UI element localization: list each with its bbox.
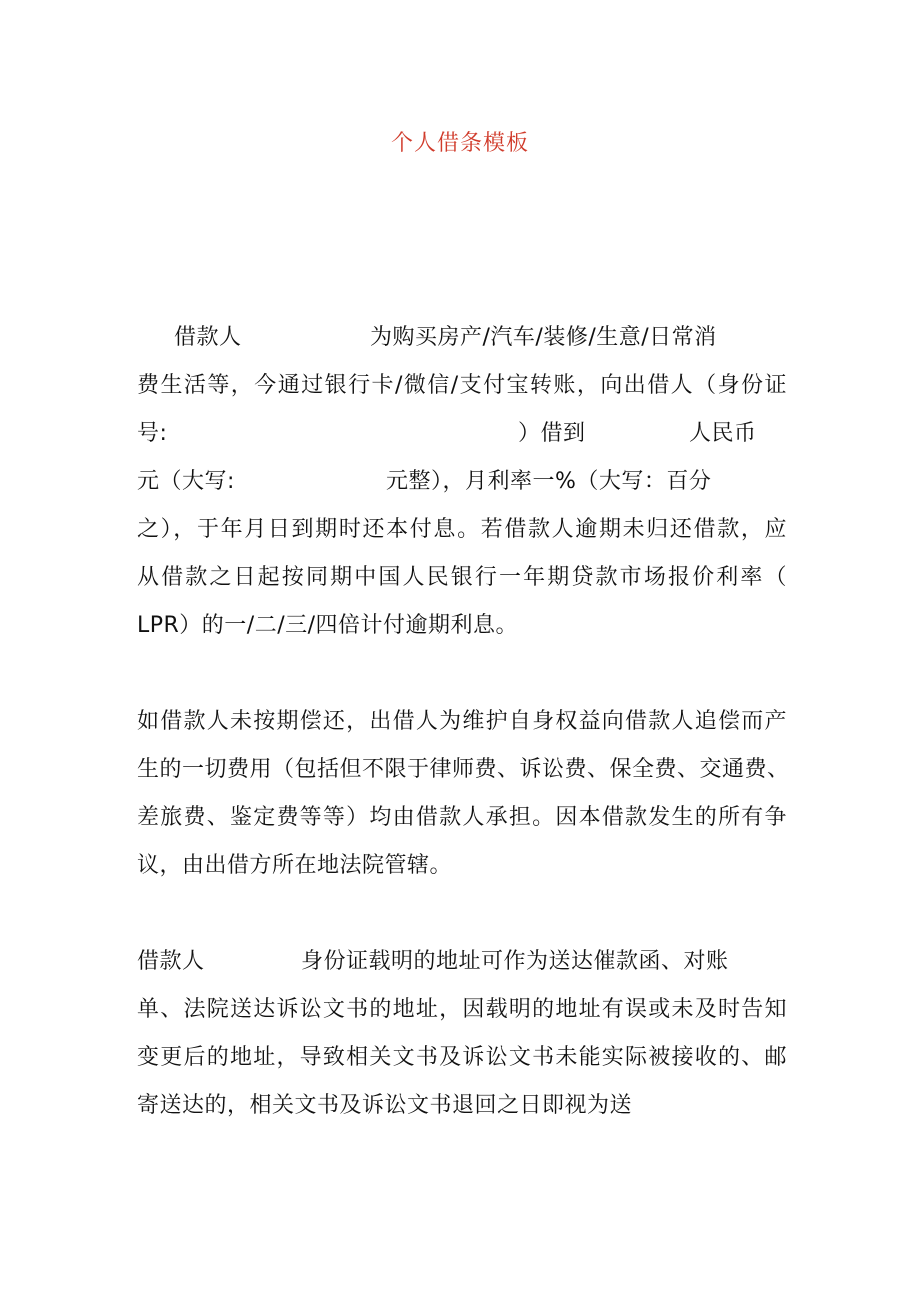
address-clause-text: 身份证载明的地址可作为送达催款函、对账 [301,949,729,974]
paragraph-3-line-3 [137,1042,787,1074]
paragraph-text: 如借款人未按期偿还，出借人为维护自身权益向借款人追偿而产 [137,709,787,734]
borrower-label: 借款人 [137,949,205,974]
interest-rate-text: 元整），月利率一%（大写：百分 [386,469,712,494]
page-title: 个人借条模板 [390,131,529,156]
paragraph-1-line-5 [137,514,787,546]
loan-purpose-text: 为购买房产/汽车/装修/生意/日常消 [370,325,717,350]
paragraph-1-line-2 [137,370,787,402]
paragraph-3-line-2 [137,994,787,1026]
amount-capital-label: 元（大写: [137,469,235,494]
rmb-label: 人民币 [689,421,757,446]
paragraph-text: 变更后的地址，导致相关文书及诉讼文书未能实际被接收的、邮 [137,1045,787,1070]
paragraph-1-line-6 [137,562,787,594]
paragraph-text: 寄送达的，相关文书及诉讼文书退回之日即视为送 [137,1093,633,1118]
paragraph-text: 从借款之日起按同期中国人民银行一年期贷款市场报价利率（ [137,565,787,590]
paragraph-3-line-4 [137,1090,787,1122]
paragraph-2-line-1 [137,706,787,738]
paragraph-2-line-3 [137,802,787,834]
paragraph-text: 费生活等，今通过银行卡/微信/支付宝转账，向出借人（身份证 [137,373,787,398]
paragraph-3-line-1 [137,946,787,978]
paragraph-1-line-4 [137,466,787,498]
paragraph-text: 生的一切费用（包括但不限于律师费、诉讼费、保全费、交通费、 [137,757,790,782]
paragraph-text: 单、法院送达诉讼文书的地址，因载明的地址有误或未及时告知 [137,997,787,1022]
borrowed-label: ）借到 [518,421,586,446]
paragraph-text: 议，由出借方所在地法院管辖。 [137,853,453,878]
paragraph-2-line-4 [137,850,787,882]
id-number-label: 号: [137,421,168,446]
paragraph-text: 之），于年月日到期时还本付息。若借款人逾期未归还借款，应 [137,517,787,542]
paragraph-1-line-1 [137,322,787,354]
paragraph-text: 差旅费、鉴定费等等）均由借款人承担。因本借款发生的所有争 [137,805,787,830]
borrower-label: 借款人 [174,325,242,350]
paragraph-text: LPR）的一/二/三/四倍计付逾期利息。 [137,613,519,638]
paragraph-2-line-2 [137,754,790,786]
paragraph-1-line-7 [137,610,787,642]
paragraph-1-line-3 [137,418,787,450]
